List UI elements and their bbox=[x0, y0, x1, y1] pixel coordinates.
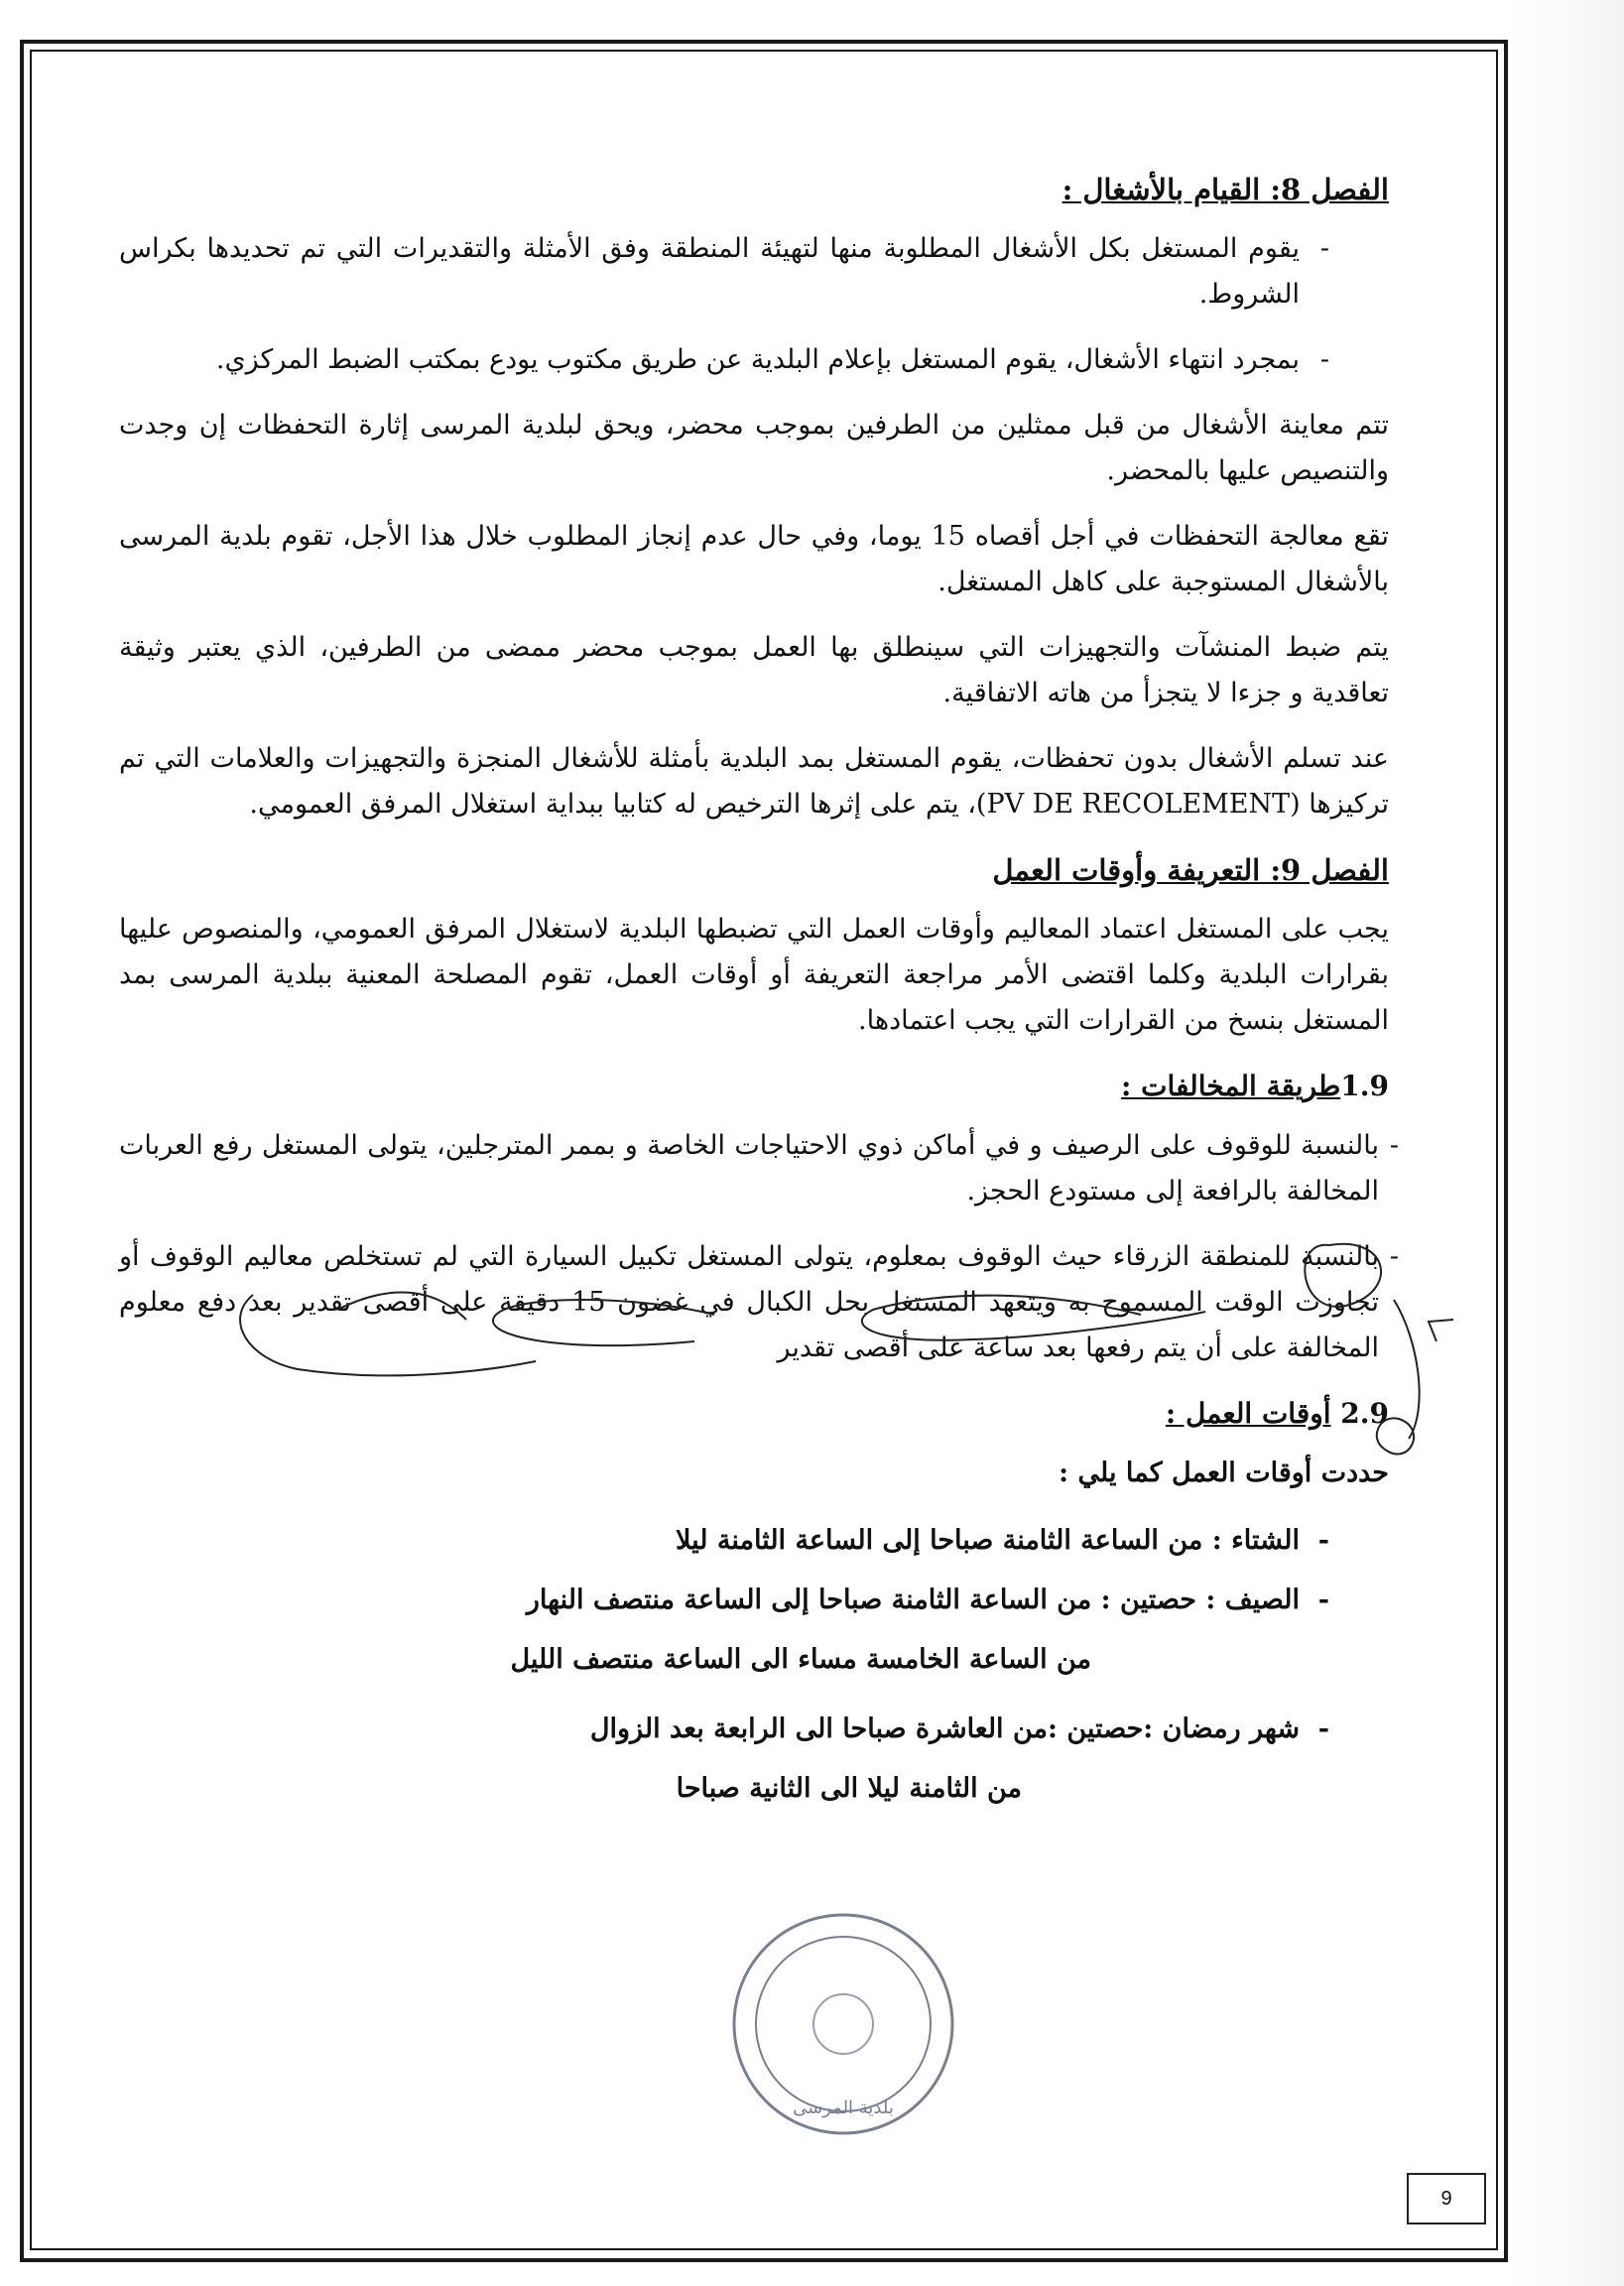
summer-hours: - الصيف : حصتين : من الساعة الثامنة صباحا إلى الساعة منتصف النهار bbox=[119, 1578, 1389, 1623]
subsection-9-1-number: 1.9 bbox=[1340, 1070, 1389, 1102]
section-8-heading bbox=[119, 167, 1389, 212]
page-number: 9 bbox=[1407, 2173, 1486, 2224]
summer-hours-evening: من الساعة الخامسة مساء الى الساعة منتصف الليل bbox=[510, 1644, 1091, 1675]
subsection-9-1-bullet-1: - بالنسبة للوقوف على الرصيف و في أماكن ذوي الاحتياجات الخاصة و بممر المترجلين، يتولى المستغل رفع العربات المخالفة بالرافعة إلى مستودع الحجز. bbox=[119, 1123, 1389, 1214]
section-8-bullet-2: - بمجرد انتهاء الأشغال، يقوم المستغل بإعلام البلدية عن طريق مكتوب يودع بمكتب الضبط المركزي. bbox=[119, 337, 1389, 383]
ramadan-hours-night: من الثامنة ليلا الى الثانية صباحا bbox=[676, 1773, 1022, 1804]
winter-hours: - الشتاء : من الساعة الثامنة صباحا إلى الساعة الثامنة ليلا bbox=[119, 1518, 1389, 1564]
municipal-stamp bbox=[724, 1905, 962, 2143]
section-8-paragraph-2: تقع معالجة التحفظات في أجل أقصاه 15 يوما، وفي حال عدم إنجاز المطلوب خلال هذا الأجل، تقوم بلدية المرسى بالأشغال المستوجبة على كاهل المستغل. bbox=[119, 521, 1389, 597]
stamp-text: بلدية المرسى bbox=[793, 2097, 894, 2118]
subsection-9-1-title: طريقة المخالفات : bbox=[1121, 1070, 1341, 1102]
section-8-paragraph-4: عند تسلم الأشغال بدون تحفظات، يقوم المستغل بمد البلدية بأمثلة للأشغال المنجزة والتجهيزات والعلامات التي تم تركيزها (PV DE RECOLEMENT)، يتم على إثرها الترخيص له كتابيا ببداية استغلال المرفق العمومي. bbox=[119, 743, 1389, 820]
subsection-9-2-number: 2.9 bbox=[1340, 1397, 1389, 1430]
section-8-paragraph-1: تتم معاينة الأشغال من قبل ممثلين من الطرفين بموجب محضر، ويحق لبلدية المرسى إثارة التحفظات إن وجدت والتنصيص عليها بالمحضر. bbox=[119, 410, 1389, 486]
section-8-number: الفصل 8: bbox=[1270, 173, 1389, 206]
section-9-title: التعريفة وأوقات العمل bbox=[992, 853, 1271, 887]
section-9-heading bbox=[119, 847, 1389, 893]
scan-edge bbox=[1505, 0, 1624, 2286]
section-9-paragraph-1: يجب على المستغل اعتماد المعاليم وأوقات العمل التي تضبطها البلدية لاستغلال المرفق العمومي، والمنصوص عليها بقرارات البلدية وكلما اقتضى الأمر مراجعة التعريفة أو أوقات العمل، تقوم المصلحة المعنية ببلدية المرسى بمد المستغل بنسخ من القرارات التي يجب اعتمادها. bbox=[119, 914, 1389, 1036]
subsection-9-2-heading bbox=[119, 1391, 1389, 1437]
subsection-9-2-title: أوقات العمل : bbox=[1165, 1397, 1331, 1430]
section-8-paragraph-3: يتم ضبط المنشآت والتجهيزات التي سينطلق بها العمل بموجب محضر ممضى من الطرفين، الذي يعتبر وثيقة تعاقدية و جزءا لا يتجزأ من هاته الاتفاقية. bbox=[119, 632, 1389, 708]
working-hours-intro: حددت أوقات العمل كما يلي : bbox=[1059, 1458, 1389, 1488]
section-8-title: القيام بالأشغال : bbox=[1062, 173, 1271, 206]
subsection-9-1-heading bbox=[119, 1064, 1389, 1109]
ramadan-hours: - شهر رمضان :حصتين :من العاشرة صباحا الى الرابعة بعد الزوال bbox=[119, 1707, 1389, 1752]
subsection-9-1-bullet-2: - بالنسبة للمنطقة الزرقاء حيث الوقوف بمعلوم، يتولى المستغل تكبيل السيارة التي لم تستخلص معاليم الوقوف أو تجاوزت الوقت المسموح به ويتعهد المستغل بحل الكبال في غضون 15 دقيقة على أقصى تقدير بعد دفع معلوم المخالفة على أن يتم رفعها بعد ساعة على أقصى تقدير bbox=[119, 1234, 1389, 1371]
document-body bbox=[119, 167, 1389, 1836]
section-8-bullet-1: - يقوم المستغل بكل الأشغال المطلوبة منها لتهيئة المنطقة وفق الأمثلة والتقديرات التي تم تحديدها بكراس الشروط. bbox=[119, 226, 1389, 318]
section-9-number: الفصل 9: bbox=[1270, 853, 1389, 887]
